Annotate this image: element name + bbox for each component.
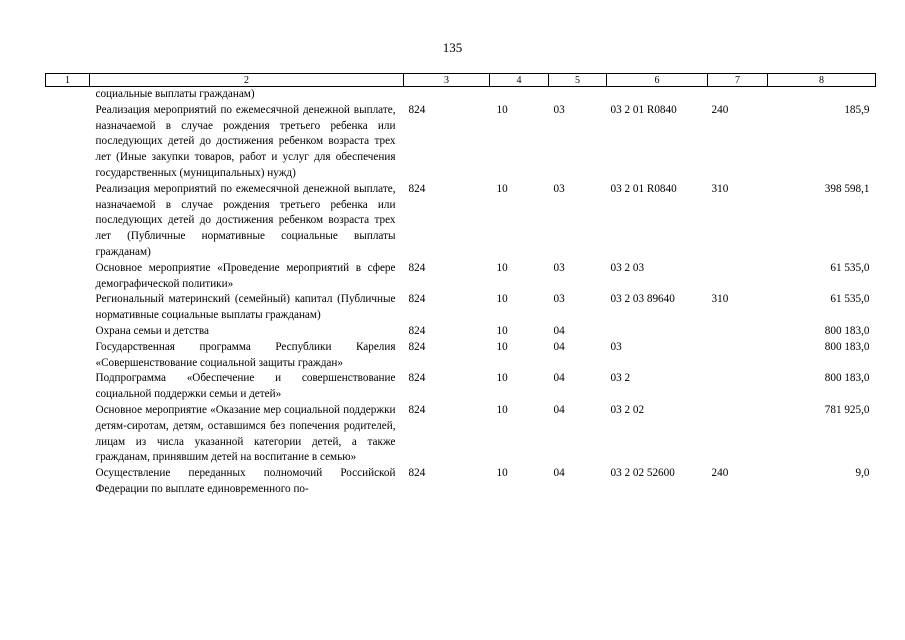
table-row: [46, 403, 876, 466]
table-row: [46, 292, 876, 324]
section-code: 10: [496, 340, 508, 353]
expense-type-code: 310: [711, 293, 729, 306]
subsection-code: 04: [553, 324, 565, 337]
budget-table: [45, 73, 876, 498]
column-number-header-row: [46, 74, 876, 87]
item-name: Осуществление переданных полномочий Российской Федерации по выплате единовременного по-: [95, 467, 396, 495]
item-name: Основное мероприятие «Проведение мероприятий в сфере демографической политики»: [95, 261, 396, 290]
expense-type-code: [708, 87, 768, 103]
expense-type-code: [708, 403, 768, 466]
subsection-code: 03: [553, 293, 565, 306]
amount: 61 535,0: [830, 293, 870, 306]
amount: 61 535,0: [830, 261, 870, 274]
table-row: [46, 182, 876, 261]
subsection-code: 04: [553, 467, 565, 480]
amount: 398 598,1: [824, 182, 870, 195]
page-number: 135: [442, 40, 463, 55]
item-name: Основное мероприятие «Оказание мер социальной поддержки детям-сиротам, детям, оставшимся без попечения родителей, лицам из числа указанной категории детей, а также гражданам, принявшим детей на воспитание в семью»: [95, 403, 396, 464]
amount: 185,9: [844, 103, 870, 116]
section-code: 10: [496, 372, 508, 385]
target-article-code: 03 2: [610, 372, 631, 385]
subsection-code: [549, 87, 607, 103]
subsection-code: 03: [553, 182, 565, 195]
subsection-code: 04: [553, 403, 565, 416]
item-name: Реализация мероприятий по ежемесячной денежной выплате, назначаемой в случае рождения третьего ребенка или последующих детей до достижения ребенком возраста трех лет (Публичные нормативные социальные выплаты гражданам): [95, 182, 396, 258]
column-header-1: 1: [46, 74, 90, 87]
target-article-code: [607, 87, 708, 103]
column-header-3: 3: [404, 74, 490, 87]
column-header-5: 5: [549, 74, 607, 87]
table-row: [46, 371, 876, 403]
table-row: [46, 103, 876, 182]
ministry-code: 824: [408, 340, 426, 353]
subsection-code: 03: [553, 261, 565, 274]
item-name: Подпрограмма «Обеспечение и совершенствование социальной поддержки семьи и детей»: [95, 372, 396, 401]
section-code: 10: [496, 467, 508, 480]
item-name: Охрана семьи и детства: [95, 324, 209, 337]
ministry-code: 824: [408, 182, 426, 195]
amount: 9,0: [855, 467, 870, 480]
section-code: 10: [496, 261, 508, 274]
column-header-8: 8: [768, 74, 876, 87]
ministry-code: 824: [408, 372, 426, 385]
section-code: 10: [496, 293, 508, 306]
table-row: [46, 466, 876, 498]
item-name: Реализация мероприятий по ежемесячной денежной выплате, назначаемой в случае рождения третьего ребенка или последующих детей до достижения ребенком возраста трех лет (Иные закупки товаров, работ и услуг для обеспечения государственных (муниципальных) нужд): [95, 103, 396, 179]
expense-type-code: [708, 340, 768, 372]
column-header-4: 4: [490, 74, 549, 87]
section-code: 10: [496, 182, 508, 195]
subsection-code: 04: [553, 372, 565, 385]
column-header-6: 6: [607, 74, 708, 87]
ministry-code: 824: [408, 103, 426, 116]
target-article-code: [607, 324, 708, 340]
ministry-code: 824: [408, 293, 426, 306]
section-code: 10: [496, 103, 508, 116]
expense-type-code: 240: [711, 467, 729, 480]
expense-type-code: [708, 371, 768, 403]
table-row: [46, 87, 876, 103]
subsection-code: 03: [553, 103, 565, 116]
ministry-code: 824: [408, 403, 426, 416]
ministry-code: [404, 87, 490, 103]
table-row: [46, 261, 876, 293]
item-name: социальные выплаты гражданам): [95, 88, 255, 100]
item-name: Региональный материнский (семейный) капитал (Публичные нормативные социальные выплаты гражданам): [95, 293, 396, 322]
expense-type-code: [708, 324, 768, 340]
target-article-code: 03 2 03 89640: [610, 293, 675, 306]
expense-type-code: [708, 261, 768, 293]
section-code: 10: [496, 324, 508, 337]
target-article-code: 03 2 03: [610, 261, 645, 274]
amount: 800 183,0: [824, 340, 870, 353]
table-row: [46, 340, 876, 372]
ministry-code: 824: [408, 324, 426, 337]
table-row: [46, 324, 876, 340]
amount: 800 183,0: [824, 324, 870, 337]
subsection-code: 04: [553, 340, 565, 353]
expense-type-code: 240: [711, 103, 729, 116]
item-name: Государственная программа Республики Карелия «Совершенствование социальной защиты граждан»: [95, 340, 396, 369]
amount: [768, 87, 876, 103]
ministry-code: 824: [408, 467, 426, 480]
column-header-2: 2: [90, 74, 404, 87]
amount: 781 925,0: [824, 403, 870, 416]
target-article-code: 03 2 01 R0840: [610, 182, 677, 195]
ministry-code: 824: [408, 261, 426, 274]
target-article-code: 03 2 02 52600: [610, 467, 675, 480]
section-code: [490, 87, 549, 103]
expense-type-code: 310: [711, 182, 729, 195]
amount: 800 183,0: [824, 372, 870, 385]
section-code: 10: [496, 403, 508, 416]
target-article-code: 03 2 01 R0840: [610, 103, 677, 116]
column-header-7: 7: [708, 74, 768, 87]
target-article-code: 03: [610, 340, 622, 353]
target-article-code: 03 2 02: [610, 403, 645, 416]
